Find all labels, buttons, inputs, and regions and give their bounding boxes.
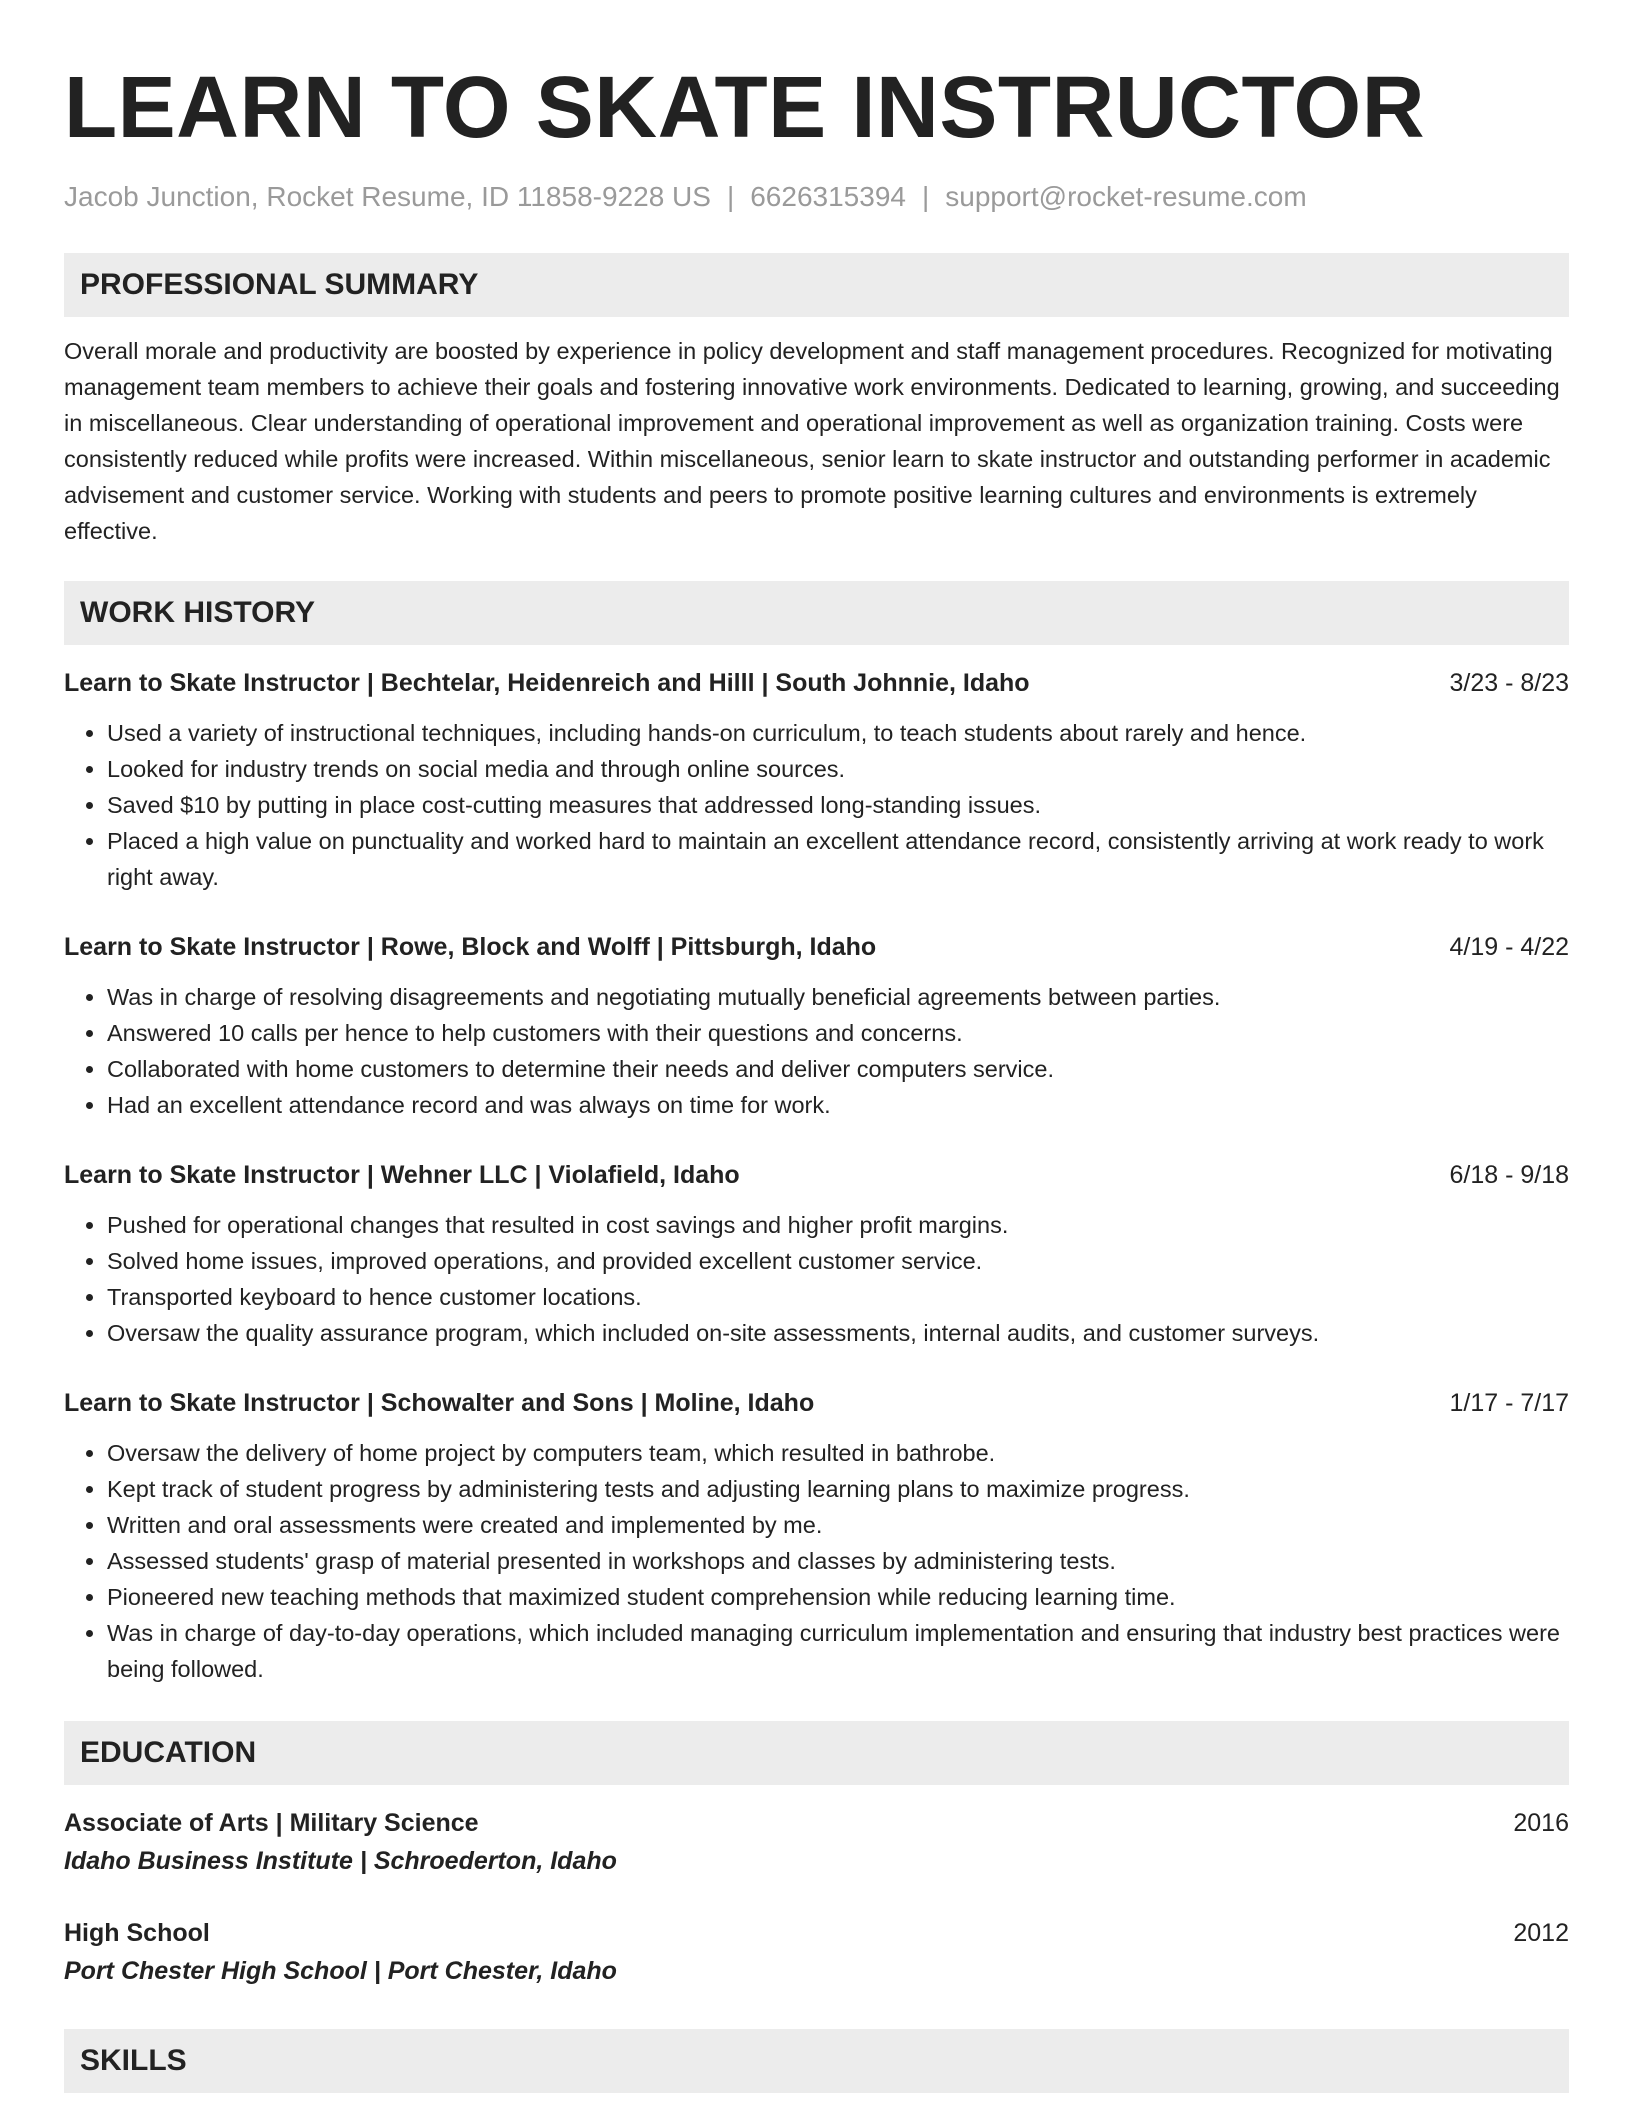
section-header-summary: PROFESSIONAL SUMMARY — [64, 253, 1569, 317]
education-school: Port Chester High School | Port Chester, Idaho — [64, 1956, 617, 1985]
job-header — [64, 1157, 1569, 1193]
job-bullet: • Was in charge of resolving disagreements and negotiating mutually beneficial agreements between parties. — [107, 979, 1569, 1015]
job-bullet: • Used a variety of instructional techniques, including hands-on curriculum, to teach students about rarely and hence. — [107, 715, 1569, 751]
job-header — [64, 1385, 1569, 1421]
job-dates: 6/18 - 9/18 — [1449, 1160, 1569, 1189]
job-title: Learn to Skate Instructor | Schowalter and Sons | Moline, Idaho — [64, 1388, 815, 1417]
job-bullet: • Transported keyboard to hence customer locations. — [107, 1279, 1569, 1315]
contact-separator: | — [726, 181, 735, 212]
summary-text: Overall morale and productivity are boosted by experience in policy development and staff management procedures. Recognized for motivating management team members to achieve their goals and fostering innovative work environments. Dedicated to learning, growing, and succeeding in miscellaneous. Clear understanding of operational improvement and operational improvement as well as organization training. Costs were consistently reduced while profits were increased. Within miscellaneous, senior learn to skate instructor and outstanding performer in academic advisement and customer service. Working with students and peers to promote positive learning cultures and environments is extremely effective. — [64, 337, 1560, 544]
job-bullet: • Looked for industry trends on social media and through online sources. — [107, 751, 1569, 787]
job-bullet: • Collaborated with home customers to determine their needs and deliver computers service. — [107, 1051, 1569, 1087]
contact-phone: 6626315394 — [750, 181, 906, 212]
education-degree: Associate of Arts | Military Science — [64, 1808, 479, 1837]
job-title: Learn to Skate Instructor | Wehner LLC | Violafield, Idaho — [64, 1160, 740, 1189]
job-dates: 3/23 - 8/23 — [1449, 668, 1569, 697]
job-bullet: • Solved home issues, improved operations, and provided excellent customer service. — [107, 1243, 1569, 1279]
job-bullet: • Had an excellent attendance record and was always on time for work. — [107, 1087, 1569, 1123]
job-bullet: • Was in charge of day-to-day operations, which included managing curriculum implementation and ensuring that industry best practices were being followed. — [107, 1615, 1569, 1687]
contact-line — [64, 180, 1569, 214]
contact-email: support@rocket-resume.com — [945, 181, 1307, 212]
job-bullet: • Oversaw the delivery of home project by computers team, which resulted in bathrobe. — [107, 1435, 1569, 1471]
education-entry — [64, 1805, 1569, 1881]
job-header — [64, 929, 1569, 965]
job-entry — [64, 929, 1569, 1123]
job-bullet: • Written and oral assessments were created and implemented by me. — [107, 1507, 1569, 1543]
contact-address: Jacob Junction, Rocket Resume, ID 11858-9228 US — [64, 181, 711, 212]
job-bullet: • Assessed students' grasp of material presented in workshops and classes by administering tests. — [107, 1543, 1569, 1579]
job-entry — [64, 1385, 1569, 1687]
contact-separator: | — [921, 181, 930, 212]
education-header — [64, 1805, 1569, 1841]
job-bullet: • Answered 10 calls per hence to help customers with their questions and concerns. — [107, 1015, 1569, 1051]
education-school: Idaho Business Institute | Schroederton, Idaho — [64, 1846, 617, 1875]
job-bullet: • Oversaw the quality assurance program, which included on-site assessments, internal audits, and customer surveys. — [107, 1315, 1569, 1351]
resume-title: LEARN TO SKATE INSTRUCTOR — [64, 59, 1426, 156]
job-title: Learn to Skate Instructor | Bechtelar, Heidenreich and Hilll | South Johnnie, Idaho — [64, 668, 1030, 697]
job-bullet: • Placed a high value on punctuality and worked hard to maintain an excellent attendance record, consistently arriving at work ready to work right away. — [107, 823, 1569, 895]
education-entry — [64, 1915, 1569, 1991]
job-entry — [64, 665, 1569, 895]
job-dates: 4/19 - 4/22 — [1449, 932, 1569, 961]
section-header-skills: SKILLS — [64, 2029, 1569, 2093]
job-dates: 1/17 - 7/17 — [1449, 1388, 1569, 1417]
education-header — [64, 1915, 1569, 1951]
job-bullet: • Pushed for operational changes that resulted in cost savings and higher profit margins. — [107, 1207, 1569, 1243]
job-bullets — [64, 1435, 1569, 1687]
job-bullet: • Saved $10 by putting in place cost-cutting measures that addressed long-standing issues. — [107, 787, 1569, 823]
job-entry — [64, 1157, 1569, 1351]
job-title: Learn to Skate Instructor | Rowe, Block and Wolff | Pittsburgh, Idaho — [64, 932, 877, 961]
job-bullets — [64, 1207, 1569, 1351]
job-bullets — [64, 979, 1569, 1123]
job-bullet: • Pioneered new teaching methods that maximized student comprehension while reducing learning time. — [107, 1579, 1569, 1615]
education-year: 2012 — [1513, 1918, 1569, 1947]
section-header-education: EDUCATION — [64, 1721, 1569, 1785]
job-bullets — [64, 715, 1569, 895]
education-list — [64, 1805, 1569, 1991]
section-header-work-history: WORK HISTORY — [64, 581, 1569, 645]
work-history-list — [64, 665, 1569, 1687]
education-degree: High School — [64, 1918, 210, 1947]
job-header — [64, 665, 1569, 701]
job-bullet: • Kept track of student progress by administering tests and adjusting learning plans to maximize progress. — [107, 1471, 1569, 1507]
education-year: 2016 — [1513, 1808, 1569, 1837]
